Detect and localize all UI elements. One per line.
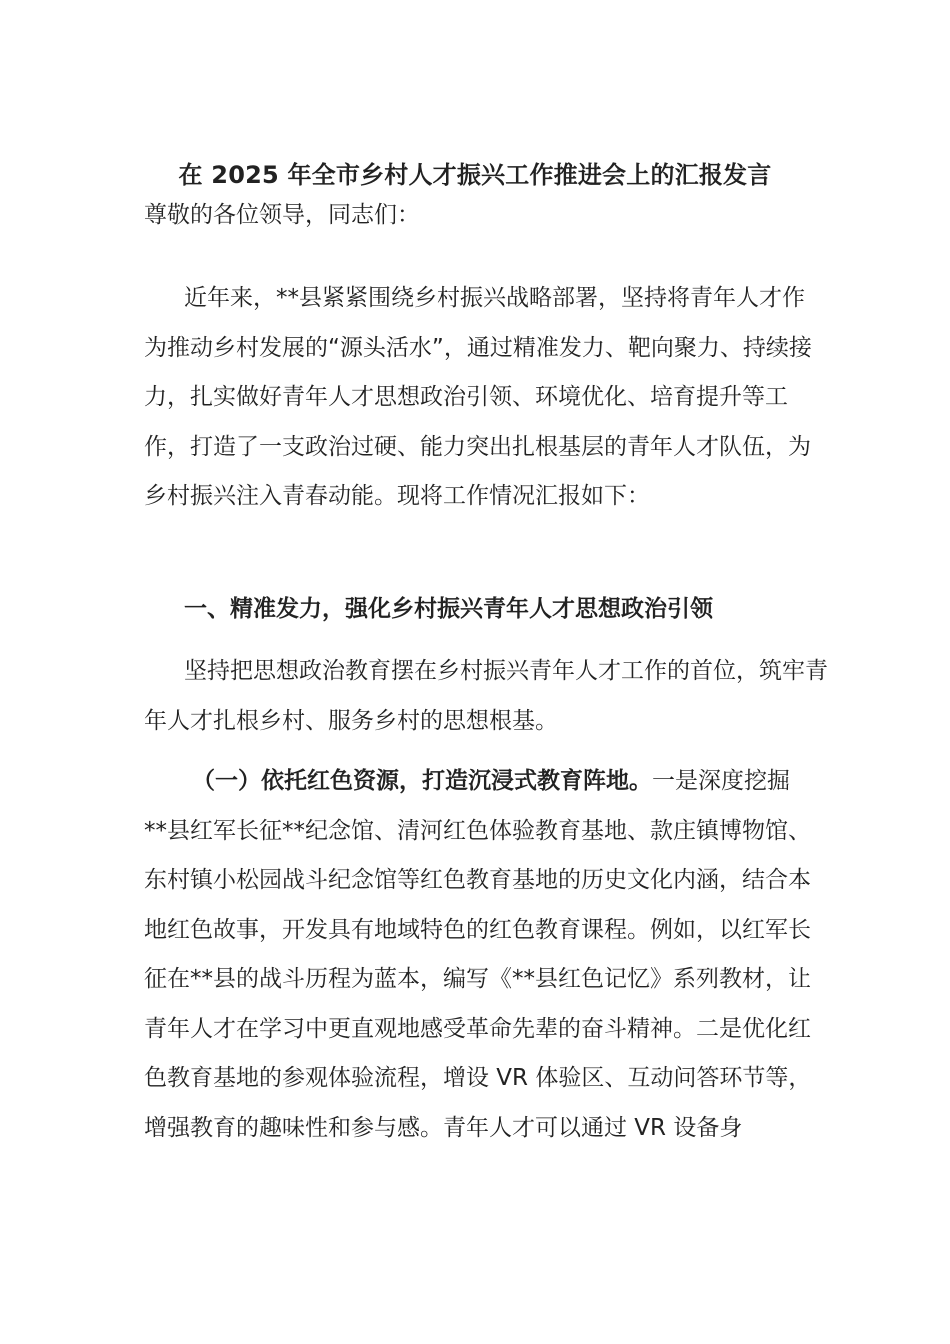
section-heading: 一、精准发力，强化乡村振兴青年人才思想政治引领 <box>184 596 713 622</box>
document-title: 在 2025 年全市乡村人才振兴工作推进会上的汇报发言 <box>178 161 772 189</box>
section-paragraph: 坚持把思想政治教育摆在乡村振兴青年人才工作的首位，筑牢青年人才扎根乡村、服务乡村的思想根基。 <box>144 658 828 734</box>
intro-paragraph: 近年来，**县紧紧围绕乡村振兴战略部署，坚持将青年人才作为推动乡村发展的“源头活水”，通过精准发力、靶向聚力、持续接力，扎实做好青年人才思想政治引领、环境优化、培育提升等工作，打造了一支政治过硬、能力突出扎根基层的青年人才队伍，为乡村振兴注入青春动能。现将工作情况汇报如下： <box>144 285 812 509</box>
subsection-heading: （一）依托红色资源，打造沉浸式教育阵地。 <box>192 768 652 794</box>
subsection-paragraph <box>144 757 812 1153</box>
subsection-text: 一是深度挖掘**县红军长征**纪念馆、清河红色体验教育基地、款庄镇博物馆、东村镇小松园战斗纪念馆等红色教育基地的历史文化内涵，结合本地红色故事，开发具有地域特色的红色教育课程。例如，以红军长征在**县的战斗历程为蓝本，编写《**县红色记忆》系列教材，让青年人才在学习中更直观地感受革命先辈的奋斗精神。二是优化红色教育基地的参观体验流程，增设 VR 体验区、互动问答环节等，增强教育的趣味性和参与感。青年人才可以通过 VR 设备身 <box>144 768 812 1141</box>
salutation: 尊敬的各位领导，同志们： <box>144 202 420 228</box>
